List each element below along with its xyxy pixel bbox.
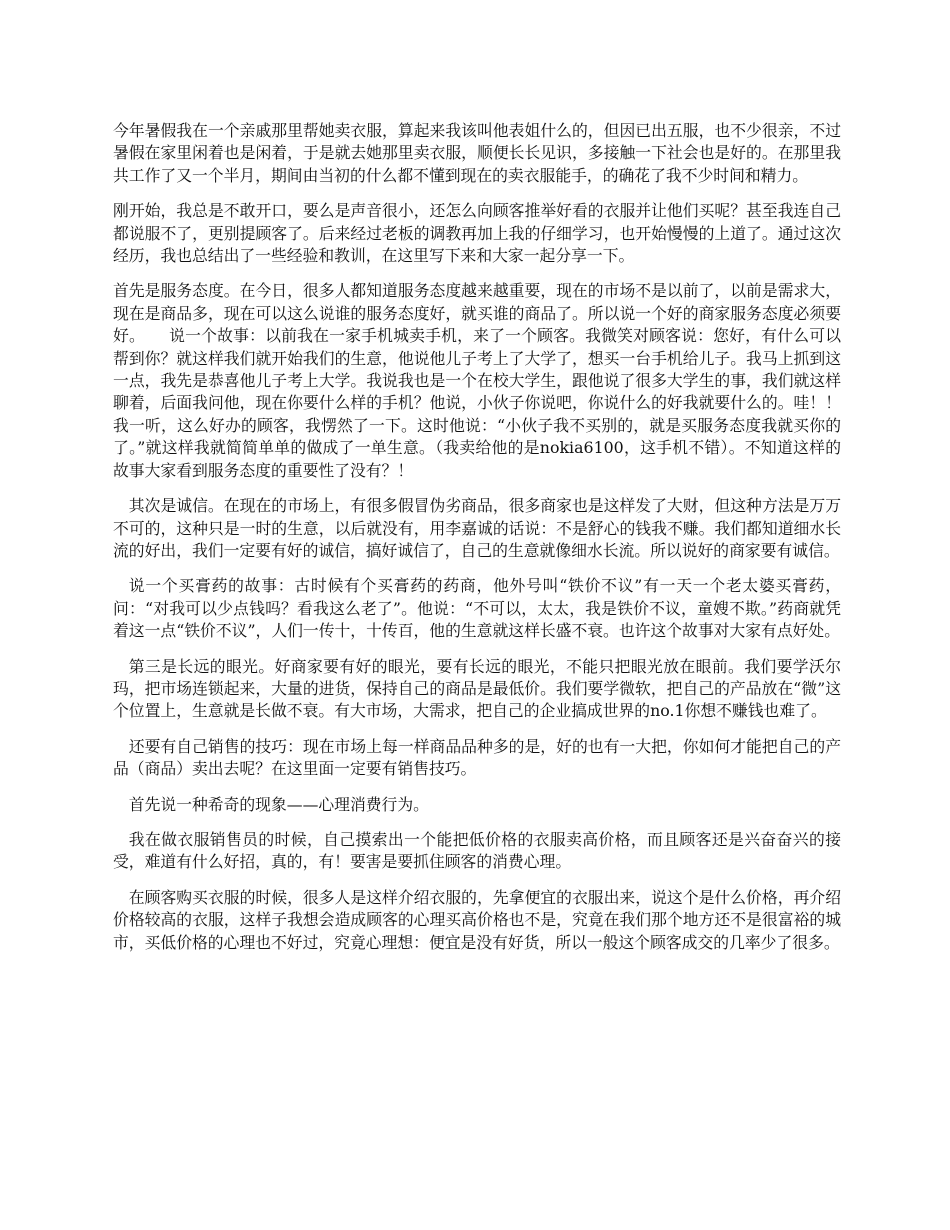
paragraph-10: 在顾客购买衣服的时候，很多人是这样介绍衣服的，先拿便宜的衣服出来，说这个是什么价格，再介绍价格较高的衣服，这样子我想会造成顾客的心理买高价格也不是，究竟在我们那个地方还不是很富裕的城市，买低价格的心理也不好过，究竟心理想：便宜是没有好货，所以一般这个顾客成交的几率少了很多。	[113, 887, 841, 952]
paragraph-3: 首先是服务态度。在今日，很多人都知道服务态度越来越重要，现在的市场不是以前了，以前是需求大，现在是商品多，现在可以这么说谁的服务态度好，就买谁的商品了。所以说一个好的商家服务态度必须要好。 说一个故事：以前我在一家手机城卖手机，来了一个顾客。我微笑对顾客说：您好，有什么可以帮到你？就这样我们就开始我们的生意，他说他儿子考上了大学了，想买一台手机给儿子。我马上抓到这一点，我先是恭喜他儿子考上大学。我说我也是一个在校大学生，跟他说了很多大学生的事，我们就这样聊着，后面我问他，现在你要什么样的手机？他说，小伙子你说吧，你说什么的好我就要什么的。哇！！我一听，这么好办的顾客，我愣然了一下。这时他说：“小伙子我不买别的，就是买服务态度我就买你的了。”就这样我就简简单单的做成了一单生意。（我卖给他的是nokia6100，这手机不错）。不知道这样的故事大家看到服务态度的重要性了没有？！	[113, 281, 841, 480]
paragraph-5: 说一个买膏药的故事：古时候有个买膏药的药商，他外号叫“铁价不议”有一天一个老太婆买膏药，问：“对我可以少点钱吗？看我这么老了”。他说：“不可以，太太，我是铁价不议，童嫂不欺。”药商就凭着这一点“铁价不议”，人们一传十，十传百，他的生意就这样长盛不衰。也许这个故事对大家有点好处。	[113, 576, 841, 641]
paragraph-2: 刚开始，我总是不敢开口，要么是声音很小，还怎么向顾客推举好看的衣服并让他们买呢？甚至我连自己都说服不了，更别提顾客了。后来经过老板的调教再加上我的仔细学习，也开始慢慢的上道了。通过这次经历，我也总结出了一些经验和教训，在这里写下来和大家一起分享一下。	[113, 201, 841, 266]
paragraph-1: 今年暑假我在一个亲戚那里帮她卖衣服，算起来我该叫他表姐什么的，但因已出五服，也不少很亲，不过暑假在家里闲着也是闲着，于是就去她那里卖衣服，顺便长长见识，多接触一下社会也是好的。在那里我共工作了又一个半月，期间由当初的什么都不懂到现在的卖衣服能手，的确花了我不少时间和精力。	[113, 121, 841, 185]
paragraph-9: 我在做衣服销售员的时候，自己摸索出一个能把低价格的衣服卖高价格，而且顾客还是兴奋奋兴的接受，难道有什么好招，真的，有！要害是要抓住顾客的消费心理。	[113, 829, 841, 872]
paragraph-6: 第三是长远的眼光。好商家要有好的眼光，要有长远的眼光，不能只把眼光放在眼前。我们要学沃尔玛，把市场连锁起来，大量的进货，保持自己的商品是最低价。我们要学微软，把自己的产品放在“微”这个位置上，生意就是长做不衰。有大市场，大需求，把自己的企业搞成世界的no.1你想不赚钱也难了。	[113, 656, 841, 721]
document-body	[113, 120, 841, 967]
paragraph-7: 还要有自己销售的技巧：现在市场上每一样商品品种多的是，好的也有一大把，你如何才能把自己的产品（商品）卖出去呢？在这里面一定要有销售技巧。	[113, 736, 841, 779]
paragraph-8: 首先说一种希奇的现象——心理消费行为。	[128, 794, 429, 814]
paragraph-4: 其次是诚信。在现在的市场上，有很多假冒伪劣商品，很多商家也是这样发了大财，但这种方法是万万不可的，这种只是一时的生意，以后就没有，用李嘉诚的话说：不是舒心的钱我不赚。我们都知道细水长流的好出，我们一定要有好的诚信，搞好诚信了，自己的生意就像细水长流。所以说好的商家要有诚信。	[113, 496, 841, 560]
